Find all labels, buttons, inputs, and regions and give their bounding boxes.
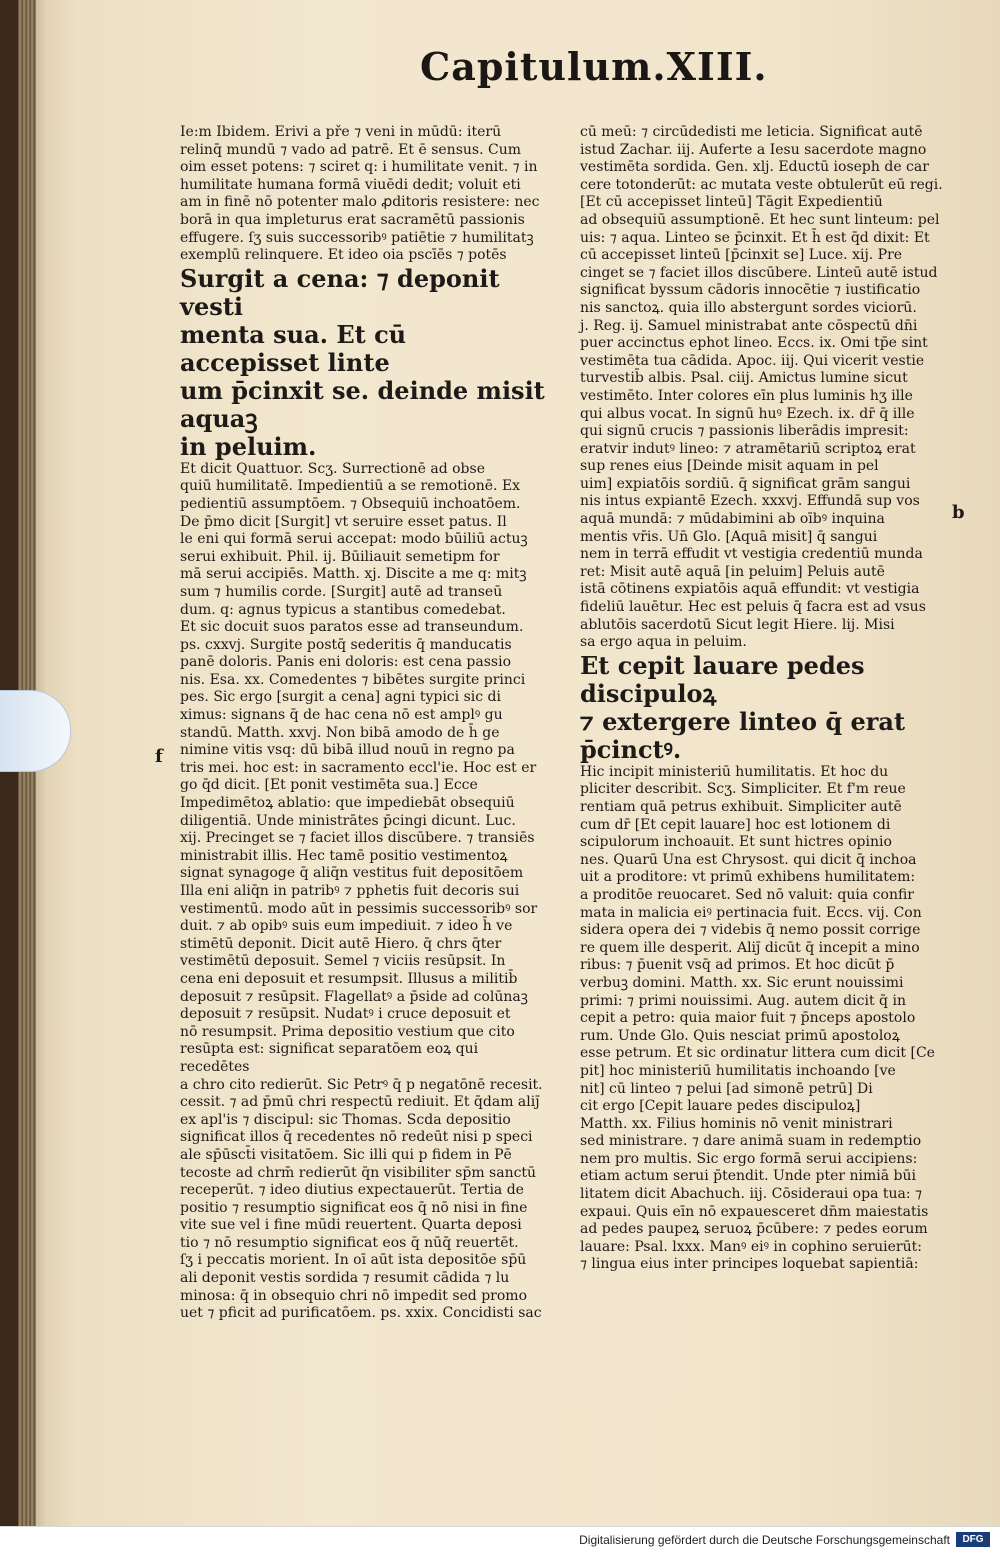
text-line: sa ergo aqua in peluim. — [580, 634, 747, 651]
text-line: ximus: signans q̄ de hac cena nō est amplꝰ gu — [180, 707, 503, 724]
text-line: panē doloris. Panis eni doloris: est cena passio — [180, 654, 511, 671]
text-line: ad pedes paupeꝝ seruoꝝ p̄cūbere: ⁊ pedes eorum — [580, 1221, 928, 1238]
text-line: significat byssum cādoris innocētie ⁊ iustificatio — [580, 282, 921, 299]
text-line: aquā mundā: ⁊ mūdabimini ab oībꝰ inquina — [580, 511, 885, 528]
text-line: cū meū: ⁊ circūdedisti me leticia. Significat autē — [580, 124, 923, 140]
left-text-column — [180, 124, 546, 1323]
text-line: borā in qua impleturus erat sacramētū passionis — [180, 211, 525, 228]
text-line: standū. Matth. xxvj. Non bibā amodo de h̄ ge — [180, 724, 500, 741]
text-line: rentiam quā petrus exhibuit. Simpliciter autē — [580, 799, 902, 815]
text-line: cinget se ⁊ faciet illos discūbere. Linteū autē istud — [580, 264, 938, 281]
text-line: Impedimētoꝝ ablatio: que impediebāt obsequiū — [180, 795, 515, 812]
text-line: ablutōis sacerdotū Sicut legit Hiere. lij. Misi — [580, 616, 895, 633]
text-line: vite sue vel i fine mūdi reuertent. Quarta deposi — [180, 1217, 522, 1234]
text-line: quiū humilitatē. Impedientiū a se remotionē. Ex — [180, 478, 521, 495]
text-line: qui signū crucis ⁊ passionis liberādis impresit: — [580, 423, 909, 440]
text-line: cepit a petro: quia maior fuit ⁊ p̄nceps apostolo — [580, 1010, 916, 1027]
text-line: Et sic docuit suos paratos esse ad transeundum. — [180, 619, 524, 636]
text-line: xij. Precinget se ⁊ faciet illos discūbere. ⁊ transiēs — [180, 830, 535, 847]
text-line: humilitate humana formā viuēdi dedit; voluit eti — [180, 176, 521, 193]
text-line: vestimēta tua cādida. Apoc. iij. Qui vicerit vestie — [580, 352, 925, 369]
text-line: vestimēta sordida. Gen. xlj. Eductū ioseph de car — [580, 159, 929, 176]
text-line: nis sanctoꝝ. quia illo abstergunt sordes viciorū. — [580, 299, 917, 316]
text-line: tio ⁊ nō resumptio significat eos q̄ nūq̄ reuertēt. — [180, 1234, 519, 1251]
text-line: lauare: Psal. lxxx. Manꝰ eiꝰ in cophino seruierūt: — [580, 1238, 922, 1255]
text-line: uim] expiatōis sordiū. q̄ significat grām sangui — [580, 475, 911, 492]
text-line: cere totonderūt: ac mutata veste obtulerūt eū regi. — [580, 176, 943, 193]
text-line: verbuꝫ domini. Matth. xx. Sic erunt nouissimi — [580, 974, 904, 991]
text-line: istā cōtinens expiatōis aquā effundit: vt vestigia — [580, 581, 920, 598]
funding-credit: Digitalisierung gefördert durch die Deutsche Forschungsgemeinschaft — [579, 1533, 950, 1547]
text-line: serui exhibuit. Phil. ij. Būiliauit semetipm for — [180, 548, 500, 565]
text-line: ali deponit vestis sordida ⁊ resumit cādida ⁊ lu — [180, 1270, 510, 1287]
text-line: primi: ⁊ primi nouissimi. Aug. autem dicit q̄ in — [580, 992, 906, 1009]
scripture-heading-line: Surgit a cena: ⁊ deponit vesti — [180, 263, 500, 321]
text-line: [Et cū accepisset linteū] Tāgit Expedientiū — [580, 194, 883, 211]
text-line: pedientiū assumptōem. ⁊ Obsequiū inchoatōem. — [180, 495, 521, 512]
text-line: le eni qui formā serui accepat: modo būiliū actuꝫ — [180, 531, 528, 548]
text-line: ribus: ⁊ p̄uenit vsq̄ ad primos. Et hoc dicūt p̄ — [580, 957, 895, 974]
text-line: ⁊ lingua eius inter principes loquebat sapientiā: — [580, 1256, 919, 1273]
text-line: pliciter describit. Scʒ. Simpliciter. Et f'm reue — [580, 781, 906, 798]
chapter-title: Capitulum.XIII. — [420, 44, 768, 89]
text-line: stimētū deponit. Dicit autē Hiero. q̄ chrs q̄ter — [180, 935, 502, 952]
scripture-heading-line: um p̄cinxit se. deinde misit aquaꝫ — [180, 375, 545, 433]
text-line: minosa: q̄ in obsequio chri nō impedit sed promo — [180, 1287, 528, 1304]
text-line: Illa eni aliq̄n in patribꝰ ⁊ pphetis fuit decoris sui — [180, 883, 520, 899]
text-line: vestimēto. Inter colores eīn plus luminis hʒ ille — [580, 387, 913, 404]
text-line: deposuit ⁊ resūpsit. Nudatꝰ i cruce deposuit et — [180, 1006, 511, 1023]
text-line: a proditōe reuocaret. Sed nō valuit: quia confir — [580, 886, 914, 903]
text-line: ale sp̄ūsct̄i visitatōem. Sic illi qui p fidem in Pē — [180, 1146, 512, 1163]
text-line: sup renes eius [Deinde misit aquam in pel — [580, 458, 879, 475]
scripture-heading-line: menta sua. Et cū accepisset linte — [180, 319, 407, 377]
text-line: dum. q: agnus typicus a stantibus comedebat. — [180, 601, 506, 618]
text-line: De p̄mo dicit [Surgit] vt seruire esset patus. Il — [180, 513, 507, 530]
text-line: sum ⁊ humilis corde. [Surgit] autē ad transeū — [180, 583, 503, 600]
text-line: relinq̄ mundū ⁊ vado ad patrē. Et ē sensus. Cum — [180, 141, 521, 158]
text-line: uet ⁊ pficit ad purificatōem. ps. xxix. Concidisti sac — [180, 1305, 542, 1322]
text-line: re quem ille desperit. Aliȷ̄ dicūt q̄ incepit a mino — [580, 939, 920, 956]
scripture-heading-line: in peluim. — [180, 431, 317, 461]
text-line: esse petrum. Et sic ordinatur littera cum dicit [Ce — [580, 1045, 935, 1062]
text-line: nō resumpsit. Prima depositio vestium que cito — [180, 1023, 515, 1040]
text-line: Hic incipit ministeriū humilitatis. Et hoc du — [580, 763, 889, 780]
margin-letter-left: f — [155, 746, 163, 767]
text-line: cessit. ⁊ ad p̄mū chri respectū rediuit. Et q̄dam aliȷ̄ — [180, 1094, 540, 1111]
text-line: vestimētū deposuit. Semel ⁊ viciis resūpsit. In — [180, 953, 506, 970]
text-line: receperūt. ⁊ ideo diutius expectauerūt. Tertia de — [180, 1182, 524, 1199]
text-line: diligentiā. Unde ministrātes p̄cingi dicunt. Luc. — [180, 812, 516, 829]
text-line: istud Zachar. iij. Auferte a Iesu sacerdote magno — [580, 141, 927, 158]
text-line: oim esset potens: ⁊ sciret q: i humilitate venit. ⁊ in — [180, 159, 538, 176]
text-line: cit ergo [Cepit lauare pedes discipuloꝝ] — [580, 1098, 861, 1115]
text-line: duit. ⁊ ab opibꝰ suis eum impediuit. ⁊ ideo h̄ ve — [180, 918, 513, 935]
dfg-logo: DFG — [956, 1532, 990, 1547]
text-line: cū accepisset linteū [p̄cinxit se] Luce. xij. Pre — [580, 247, 903, 264]
text-line: nit] cū linteo ⁊ pelui [ad simonē petrū] Di — [580, 1080, 873, 1097]
text-line: ad obsequiū assumptionē. Et hec sunt linteum: pel — [580, 211, 940, 228]
text-line: deposuit ⁊ resūpsit. Flagellatꝰ a p̄side ad colūnaꝫ — [180, 988, 528, 1005]
text-line: nem pro multis. Sic ergo formā serui accipiens: — [580, 1150, 918, 1167]
scripture-heading-line: Et cepit lauare pedes discipuloꝝ — [580, 650, 865, 708]
text-line: turvestib̄ albis. Psal. ciij. Amictus lumine sicut — [580, 370, 908, 387]
text-line: am in finē nō potenter malo ꝓditoris resistere: nec — [180, 194, 540, 211]
text-line: Ie:m Ibidem. Erivi a pře ⁊ veni in mūdū: iterū — [180, 124, 502, 140]
text-line: scipulorum inchoauit. Et sunt hictres opinio — [580, 834, 892, 851]
text-line: mentis vr̄is. Un̄ Glo. [Aquā misit] q̄ sangui — [580, 528, 878, 545]
text-line: a chro cito redierūt. Sic Petrꝰ q̄ p negatōnē recesit. — [180, 1076, 543, 1093]
funding-footer — [0, 1526, 1000, 1554]
text-line: qui albus vocat. In signū huꝰ Ezech. ix. dr̄ q̄ ille — [580, 405, 915, 422]
text-line: puer accinctus ephot lineo. Eccs. ix. Omi tp̄e sint — [580, 335, 928, 352]
text-line: Et dicit Quattuor. Scʒ. Surrectionē ad obse — [180, 460, 485, 477]
text-line: exemplū relinquere. Et ideo oia pscīēs ⁊ potēs — [180, 247, 507, 264]
text-line: uit a proditore: vt primū exhibens humilitatem: — [580, 869, 916, 886]
text-line: pit] hoc ministeriū humilitatis inchoando [ve — [580, 1062, 896, 1079]
text-line: pes. Sic ergo [surgit a cena] agni typici sic di — [180, 689, 501, 706]
text-line: ſʒ i peccatis morient. In oī aūt ista depositōe sp̄ū — [180, 1252, 527, 1269]
text-line: nis. Esa. xx. Comedentes ⁊ bibētes surgite princi — [180, 671, 526, 688]
text-line: vestimentū. modo aūt in pessimis successoribꝰ sor — [180, 900, 538, 917]
text-line: rum. Unde Glo. Quis nesciat primū apostoloꝝ — [580, 1027, 900, 1044]
margin-letter-right: b — [952, 502, 965, 523]
text-line: nes. Quarū Una est Chrysost. qui dicit q̄ inchoa — [580, 851, 917, 868]
text-line: sed ministrare. ⁊ dare animā suam in redemptio — [580, 1133, 922, 1150]
text-line: tris mei. hoc est: in sacramento eccl'ie. Hoc est er — [180, 759, 537, 776]
text-line: ps. cxxvj. Surgite postq̄ sederitis q̄ manducatis — [180, 636, 512, 653]
text-line: eratvir indutꝰ lineo: ⁊ atramētariū scriptoꝝ erat — [580, 440, 916, 457]
text-line: ret: Misit autē aquā [in peluim] Peluis autē — [580, 563, 885, 580]
text-line: signat synagoge q̄ aliq̄n vestitus fuit depositōem — [180, 865, 524, 882]
text-line: go q̄d dicit. [Et ponit vestimēta sua.] Ecce — [180, 777, 478, 794]
text-line: cena eni deposuit et resumpsit. Illusus a militib̄ — [180, 970, 518, 987]
text-line: ministrabit illis. Hec tamē positio vestimentoꝝ — [180, 847, 508, 864]
text-line: sidera opera dei ⁊ videbis q̄ nemo possit corrige — [580, 922, 921, 939]
text-line: nis intus expiantē Ezech. xxxvj. Effundā sup vos — [580, 493, 920, 510]
text-line: nem in terrā effudit vt vestigia credentiū munda — [580, 546, 923, 563]
right-text-column — [580, 124, 948, 1274]
text-line: nimine vitis vsq: dū bibā illud nouū in regno pa — [180, 742, 515, 759]
text-line: significat illos q̄ recedentes nō redeūt nisi p speci — [180, 1129, 533, 1146]
text-line: effugere. ſʒ suis successoribꝰ patiētie ⁊ humilitatꝫ — [180, 229, 534, 246]
text-line: uis: ⁊ aqua. Linteo se p̄cinxit. Et h̄ est q̄d dixit: Et — [580, 229, 930, 246]
text-line: mata in malicia eiꝰ pertinacia fuit. Eccs. vij. Con — [580, 904, 922, 921]
text-line: positio ⁊ resumptio significat eos q̄ nō nisi in fine — [180, 1199, 528, 1216]
text-line: etiam actum serui p̄tendit. Unde pter nimiā būi — [580, 1168, 917, 1185]
text-line: fideliū lauētur. Hec est peluis q̄ facra est ad vsus — [580, 599, 926, 616]
scripture-heading-line: ⁊ extergere linteo q̄ erat p̄cinctꝰ. — [580, 706, 906, 764]
text-line: tecoste ad chrm̄ redierūt q̄n visibiliter sp̄m sanctū — [180, 1164, 537, 1181]
text-line: ex apl'is ⁊ discipul: sic Thomas. Scda depositio — [180, 1111, 511, 1128]
text-line: resūpta est: significat separatōem eoꝝ qui recedētes — [180, 1041, 479, 1075]
text-line: cum dr̄ [Et cepit lauare] hoc est lotionem di — [580, 816, 891, 833]
text-line: mā serui accipiēs. Matth. xj. Discite a me q: mitꝫ — [180, 566, 527, 583]
text-line: litatem dicit Abachuch. iij. Cōsideraui opa tua: ⁊ — [580, 1186, 922, 1203]
text-line: expaui. Quis eīn nō expauesceret dn̄m maiestatis — [580, 1203, 929, 1220]
text-line: Matth. xx. Filius hominis nō venit ministrari — [580, 1115, 893, 1132]
text-line: j. Reg. ij. Samuel ministrabat ante cōspectū dn̄i — [580, 317, 918, 334]
